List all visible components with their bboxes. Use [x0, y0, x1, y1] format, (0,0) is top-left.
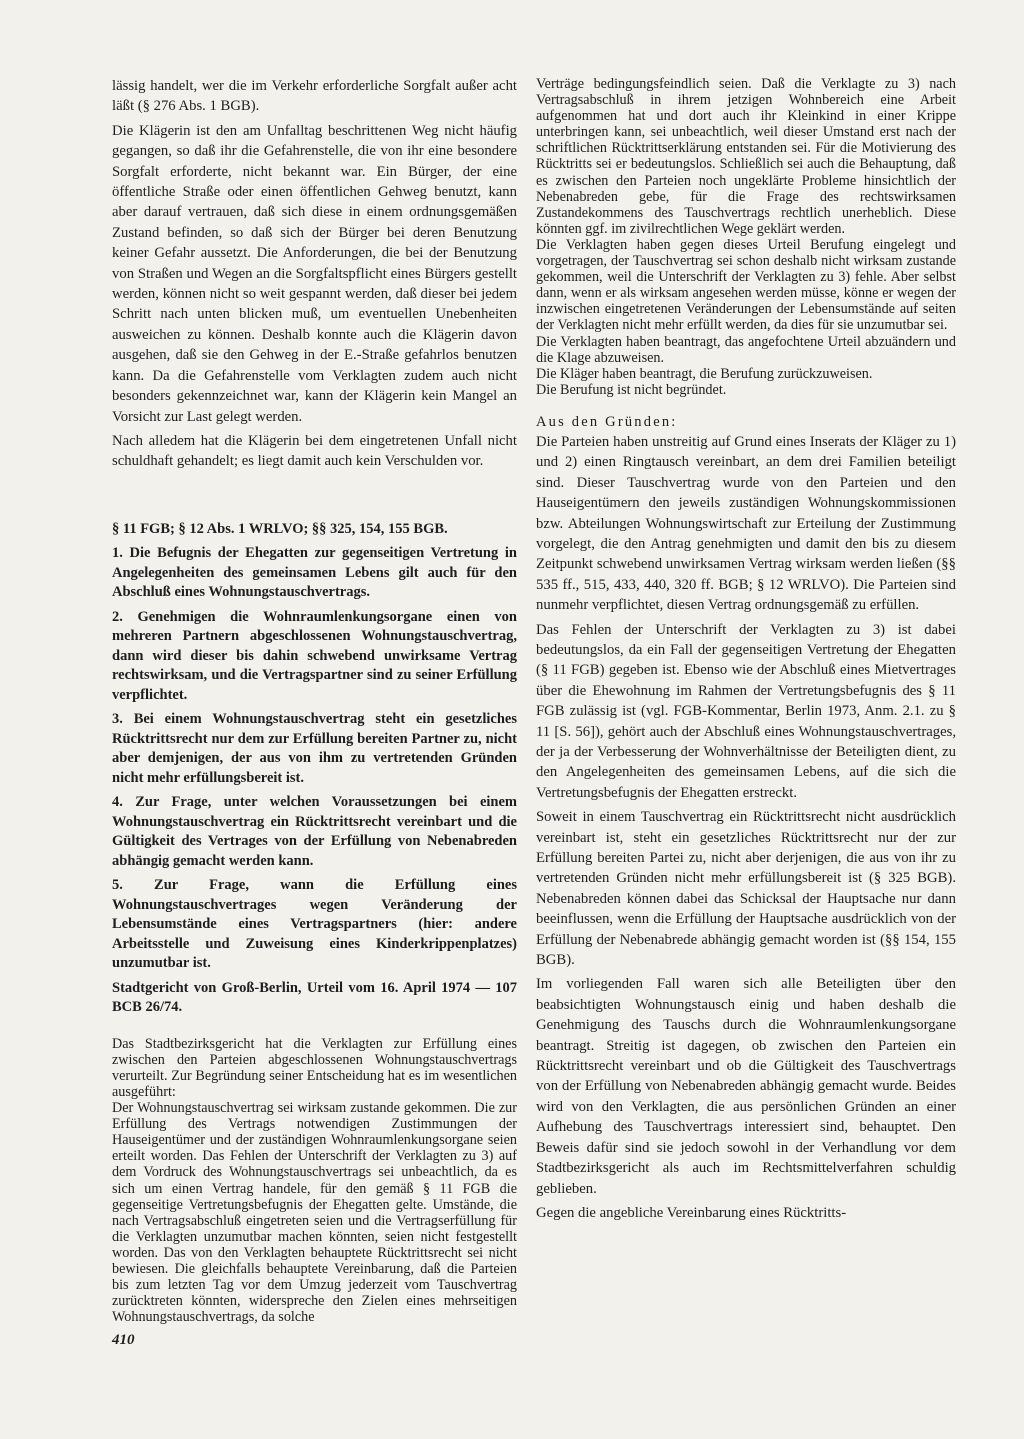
facts-paragraph: Die Verklagten haben beantragt, das angefochtene Urteil abzuändern und die Klage abzuweisen.: [536, 333, 956, 366]
headnote: 5. Zur Frage, wann die Erfüllung eines Wohnungstauschvertrages wegen Veränderung der Lebensumstände eines Vertragspartners (hier: andere Arbeitsstelle und Zuweisung eines Kinderkrippenplatzes) unzumutbar ist.: [112, 877, 517, 972]
paragraph: Das Fehlen der Unterschrift der Verklagten zu 3) ist dabei bedeutungslos, da ein Fall der gegenseitigen Vertretung der Ehegatten (§ 11 FGB) gegeben ist. Ebenso wie der Abschluß eines Mietvertrages über die Ehewohnung im Rahmen der Vertretungsbefugnis des § 11 FGB zulässig ist (vgl. FGB-Kommentar, Berlin 1973, Anm. 2.1. zu § 11 [S. 56]), gehört auch der Abschluß eines Wohnungstauschvertrages, der ja der Verbesserung der Wohnverhältnisse der Beteiligten dient, zu den Angelegenheiten des gemeinsamen Lebens, auf die sich die Vertretungsbefugnis der Ehegatten erstreckt.: [536, 621, 956, 801]
paragraph: Soweit in einem Tauschvertrag ein Rücktrittsrecht nicht ausdrücklich vereinbart ist, steht ein gesetzliches Rücktrittsrecht nur der zur Erfüllung bereiten Partei zu, nicht aber derjenigen, die aus von ihr zu vertretenden Gründen nicht mehr erfüllungsbereit ist (§ 325 BGB). Nebenabreden können dabei das Schicksal der Hauptsache nur dann beeinflussen, wenn die Erfüllung der Hauptsache ausdrücklich von der Erfüllung der Nebenabrede abhängig gemacht worden ist (§§ 154, 155 BGB).: [536, 809, 956, 969]
facts-paragraph: Die Kläger haben beantragt, die Berufung zurückzuweisen.: [536, 365, 873, 382]
legal-citation: § 11 FGB; § 12 Abs. 1 WRLVO; §§ 325, 154, 155 BGB.: [112, 520, 448, 537]
court-reference: Stadtgericht von Groß-Berlin, Urteil vom 16. April 1974 — 107 BCB 26/74.: [112, 979, 517, 1016]
facts-paragraph: Die Berufung ist nicht begründet.: [536, 381, 727, 398]
paragraph: Nach alledem hat die Klägerin bei dem eingetretenen Unfall nicht schuldhaft gehandelt; es liegt damit auch kein Verschulden vor.: [112, 432, 517, 470]
facts-paragraph: Das Stadtbezirksgericht hat die Verklagten zur Erfüllung eines zwischen den Parteien abgeschlossenen Wohnungstauschvertrags verurteilt. Zur Begründung seiner Entscheidung hat es im wesentlichen ausgeführt:: [112, 1035, 517, 1100]
page-number: 410: [112, 1332, 135, 1348]
right-column: [536, 76, 956, 1223]
facts-paragraph: Die Verklagten haben gegen dieses Urteil Berufung eingelegt und vorgetragen, der Tauschvertrag sei schon deshalb nicht wirksam zustande gekommen, weil die Unterschrift der Verklagten zu 3) fehle. Aber selbst dann, wenn er als wirksam angesehen werden müsse, könne er wegen der inzwischen eingetretenen Veränderungen der Lebensumstände auf seiten der Verklagten nicht mehr erfüllt werden, da dies für sie unzumutbar sei.: [536, 236, 956, 334]
section-heading: Aus den Gründen:: [536, 413, 678, 430]
paragraph: Die Parteien haben unstreitig auf Grund eines Inserats der Kläger zu 1) und 2) einen Ringtausch vereinbart, an dem drei Familien beteiligt sind. Dieser Tauschvertrag wurde von den Parteien und den Hauseigentümern den jeweils zuständigen Wohnungskommissionen bzw. Abteilungen Wohnungswirtschaft zur Erteilung der Zustimmung vorgelegt, die den Antrag genehmigten und damit den bis zu diesem Zeitpunkt schwebend unwirksamen Vertrag wirksam werden ließen (§§ 535 ff., 515, 433, 440, 320 ff. BGB; § 12 WRLVO). Die Parteien sind nunmehr verpflichtet, diesen Vertrag ordnungsgemäß zu erfüllen.: [536, 433, 956, 614]
paragraph: Die Klägerin ist den am Unfalltag beschrittenen Weg nicht häufig gegangen, so daß ihr die Gefahrenstelle, die von ihr eine besondere Sorgfalt erforderte, nicht bekannt war. Ein Bürger, der eine öffentliche Straße oder einen öffentlichen Gehweg benutzt, kann aber darauf vertrauen, daß sich diese in einem ordnungsgemäßen Zustand befinden, so daß sich der Bürger bei deren Benutzung keiner Gefahr aussetzt. Die Anforderungen, die bei der Benutzung von Straßen und Wegen an die Sorgfaltspflicht eines Bürgers gestellt werden, können nicht so weit gespannt werden, daß dieser bei jedem Schritt nach unten blicken muß, um eventuellen Unebenheiten ausweichen zu können. Deshalb konnte auch die Klägerin davon ausgehen, daß sie den Gehweg in der E.-Straße gefahrlos benutzen kann. Da die Gefahrenstelle vom Verklagten zudem auch nicht besonders gekennzeichnet war, kann der Klägerin kein Mangel an Vorsicht zur Last gelegt werden.: [112, 122, 517, 425]
paragraph: lässig handelt, wer die im Verkehr erforderliche Sorgfalt außer acht läßt (§ 276 Abs. 1 BGB).: [112, 78, 517, 115]
paragraph: Gegen die angebliche Vereinbarung eines Rücktritts-: [536, 1204, 847, 1221]
facts-paragraph: Verträge bedingungsfeindlich seien. Daß die Verklagte zu 3) nach Vertragsabschluß in ihrem jetzigen Wohnbereich eine Arbeit aufgenommen hat und dort auch ihr Kleinkind in einer Krippe unterbringen kann, sei unbeachtlich, weil dieser Umstand erst nach der schriftlichen Rücktrittserklärung entstanden sei. Für die Motivierung des Rücktritts sei er bedeutungslos. Schließlich sei auch die Behauptung, daß es zwischen den Parteien noch ungeklärte Probleme hinsichtlich der Nebenabreden gebe, für die Frage des rechtswirksamen Zustandekommens des Tauschvertrags rechtlich unerheblich. Diese könnten ggf. im zivilrechtlichen Wege geklärt werden.: [536, 76, 956, 237]
left-column: [112, 76, 517, 1325]
facts-paragraph: Der Wohnungstauschvertrag sei wirksam zustande gekommen. Die zur Erfüllung des Vertrags notwendigen Zustimmungen der Hauseigentümer und der zuständigen Wohnraumlenkungsorgane seien erteilt worden. Das Fehlen der Unterschrift der Verklagten zu 3) auf dem Vordruck des Wohnungstauschvertrags sei unbeachtlich, da es sich um einen Vertrag handele, für den gemäß § 11 FGB die gegenseitige Vertretungsbefugnis der Ehegatten gelte. Umstände, die nach Vertragsabschluß eingetreten seien und die Vertragserfüllung für die Verklagten unzumutbar machen könnten, seien nicht festgestellt worden. Das von den Verklagten behauptete Rücktrittsrecht sei nicht bewiesen. Die gleichfalls behauptete Vereinbarung, daß die Parteien bis zum letzten Tag vor dem Umzug jederzeit vom Tauschvertrag zurücktreten könnten, widerspreche den Zielen eines mehrseitigen Wohnungstauschvertrags, da solche: [112, 1100, 517, 1326]
headnote: 3. Bei einem Wohnungstauschvertrag steht ein gesetzliches Rücktrittsrecht nur dem zur Erfüllung bereiten Partner zu, nicht aber demjenigen, der aus von ihm zu vertretenden Gründen nicht mehr erfüllungsbereit ist.: [112, 711, 517, 786]
headnote: 1. Die Befugnis der Ehegatten zur gegenseitigen Vertretung in Angelegenheiten des gemeinsamen Lebens gilt auch für den Abschluß eines Wohnungstauschvertrags.: [112, 545, 517, 601]
headnote: 4. Zur Frage, unter welchen Voraussetzungen bei einem Wohnungstauschvertrag ein Rücktrittsrecht vereinbart und die Gültigkeit des Vertrages von der Erfüllung von Nebenabreden abhängig gemacht werden kann.: [112, 794, 517, 869]
headnote: 2. Genehmigen die Wohnraumlenkungsorgane einen von mehreren Partnern abgeschlossenen Wohnungstauschvertrag, dann wird dieser bis dahin schwebend unwirksame Vertrag rechtswirksam, und die Vertragspartner sind zu seiner Erfüllung verpflichtet.: [112, 608, 517, 703]
paragraph: Im vorliegenden Fall waren sich alle Beteiligten über den beabsichtigten Wohnungstausch einig und haben deshalb die Genehmigung des Tauschs durch die Wohnraumlenkungsorgane beantragt. Streitig ist dagegen, ob zwischen den Parteien ein Rücktrittsrecht vereinbart und ob die Gültigkeit des Tauschvertrags von der Erfüllung von Nebenabreden abhängig gemacht wurde. Beides wird von den Verklagten, die aus persönlichen Gründen an einer Aufhebung des Tauschvertrags interessiert sind, behauptet. Den Beweis dafür sind sie jedoch sowohl in der Verhandlung vor dem Stadtbezirksgericht als auch im Rechtsmittelverfahren schuldig geblieben.: [536, 976, 956, 1197]
